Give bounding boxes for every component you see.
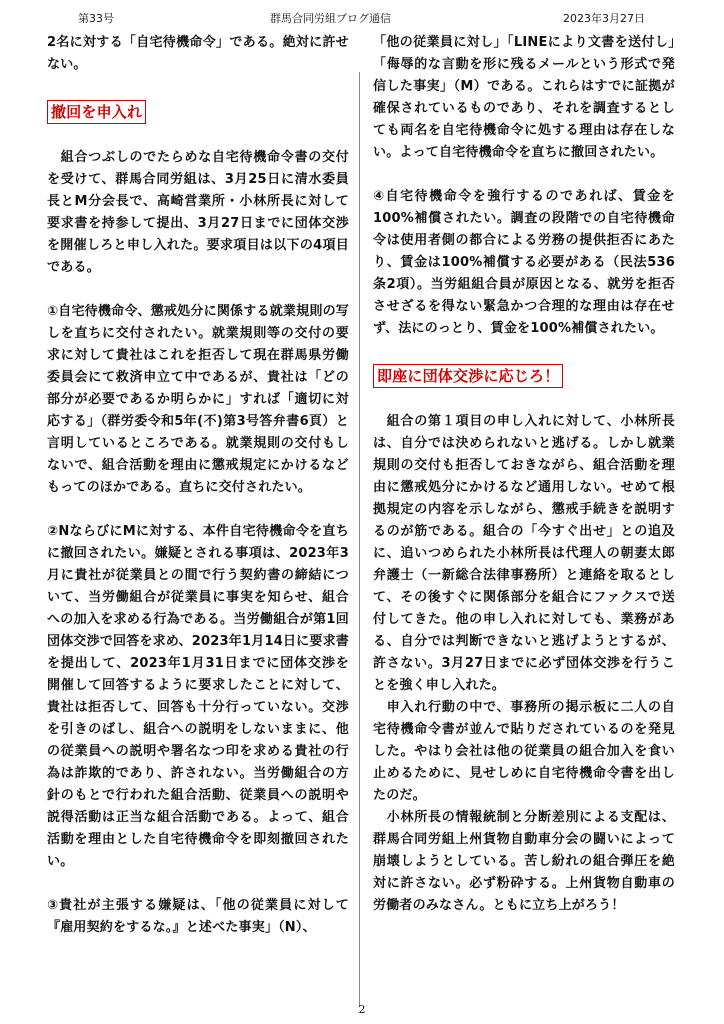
section-heading-withdraw: 撤回を申入れ (47, 100, 146, 124)
section-heading-bargaining: 即座に団体交渉に応じろ！ (373, 364, 563, 388)
column-divider (359, 72, 360, 1007)
left-column (47, 32, 349, 939)
page-number: 2 (358, 1003, 366, 1016)
right-column (373, 32, 675, 917)
paragraph: 申入れ行動の中で、事務所の掲示板に二人の自宅待機命令書が並んで貼りだされているのを発見した。やはり会社は他の従業員の組合加入を食い止めるために、見せしめに自宅待機命令書を出したのだ。 (373, 700, 675, 803)
paragraph: 小林所長の情報統制と分断差別による支配は、群馬合同労組上州貨物自動車分会の闘いによって崩壊しようとしている。苦し紛れの組合弾圧を絶対に許さない。必ず粉砕する。上州貨物自動車の労働者のみなさん。ともに立ち上がろう！ (373, 810, 675, 913)
paragraph: 組合の第１項目の申し入れに対して、小林所長は、自分では決められないと逃げる。しかし就業規則の交付も拒否しておきながら、組合活動を理由に懲戒処分にかけるなど通用しない。せめて根拠規定の内容を示しながら、懲戒手続きを説明するのが筋である。組合の「今すぐ出せ」との追及に、追いつめられた小林所長は代理人の朝妻太郎弁護士（一新総合法律事務所）と連絡を取るとして、その後すぐに関係部分を組合にファクスで送付してきた。他の申し入れに対しても、業務がある、自分では判断できないと逃げようとするが、許さない。3月27日までに必ず団体交渉を行うことを強く申し入れた。 (373, 414, 675, 693)
issue-date: 2023年3月27日 (563, 12, 645, 25)
demand-item-4: ④自宅待機命令を強行するのであれば、賃金を100%補償されたい。調査の段階での自宅待機命令は使用者側の都合による労務の提供拒否にあたり、賃金は100%補償する必要がある（民法536条2項）。当労組組合員が原因となる、就労を拒否させざるを得ない緊急かつ合理的な理由は存在せず、法にのっとり、賃金を100%補償されたい。 (373, 189, 675, 336)
newsletter-title: 群馬合同労組ブログ通信 (270, 12, 391, 25)
demand-item-3: ③貴社が主張する嫌疑は、「他の従業員に対して『雇用契約をするな。』と述べた事実」（N）、 (47, 898, 349, 935)
issue-number: 第33号 (78, 12, 114, 25)
paragraph: 「他の従業員に対し」「LINEにより文書を送付し」「侮辱的な言動を形に残るメールという形式で発信した事実」（M）である。これらはすでに証拠が確保されているものであり、それを調査するとしても両名を自宅待機命令に処する理由は存在しない。よって自宅待機命令を直ちに撤回されたい。 (373, 35, 675, 160)
demand-item-1: ①自宅待機命令、懲戒処分に関係する就業規則の写しを直ちに交付されたい。就業規則等の交付の要求に対して貴社はこれを拒否して現在群馬県労働委員会にて救済申立て中であるが、貴社は「どの部分が必要であるか明らかに」すれば「適切に対応する」（群労委令和5年(不)第3号答弁書6頁）と言明しているところである。就業規則の交付もしないで、組合活動を理由に懲戒規定にかけるなどもってのほかである。直ちに交付されたい。 (47, 304, 349, 495)
demand-item-2: ②NならびにMに対する、本件自宅待機命令を直ちに撤回されたい。嫌疑とされる事項は、2023年3月に貴社が従業員との間で行う契約書の締結について、当労働組合が従業員に事実を知らせ、組合への加入を求める行為である。当労働組合が第1回団体交渉で回答を求め、2023年1月14日に要求書を提出して、2023年1月31日までに団体交渉を開催して回答するように要求したことに対して、貴社は拒否して、回答も十分行っていない。交渉を引きのばし、組合への説明をしないままに、他の従業員への説明や署名なつ印を求める貴社の行為は詐欺的であり、許されない。当労働組合の方針のもとで行われた組合活動、従業員への説明や説得活動は正当な組合活動である。よって、組合活動を理由とした自宅待機命令を即刻撤回されたい。 (47, 524, 349, 869)
page-header (0, 10, 724, 26)
paragraph: 組合つぶしのでたらめな自宅待機命令書の交付を受けて、群馬合同労組は、3月25日に清水委員長とM分会長で、高崎営業所・小林所長に対して要求書を持参して提出、3月27日までに団体交渉を開催しろと申し入れた。要求項目は以下の4項目である。 (47, 150, 349, 275)
paragraph: 2名に対する「自宅待機命令」である。絶対に許せない。 (47, 35, 349, 72)
